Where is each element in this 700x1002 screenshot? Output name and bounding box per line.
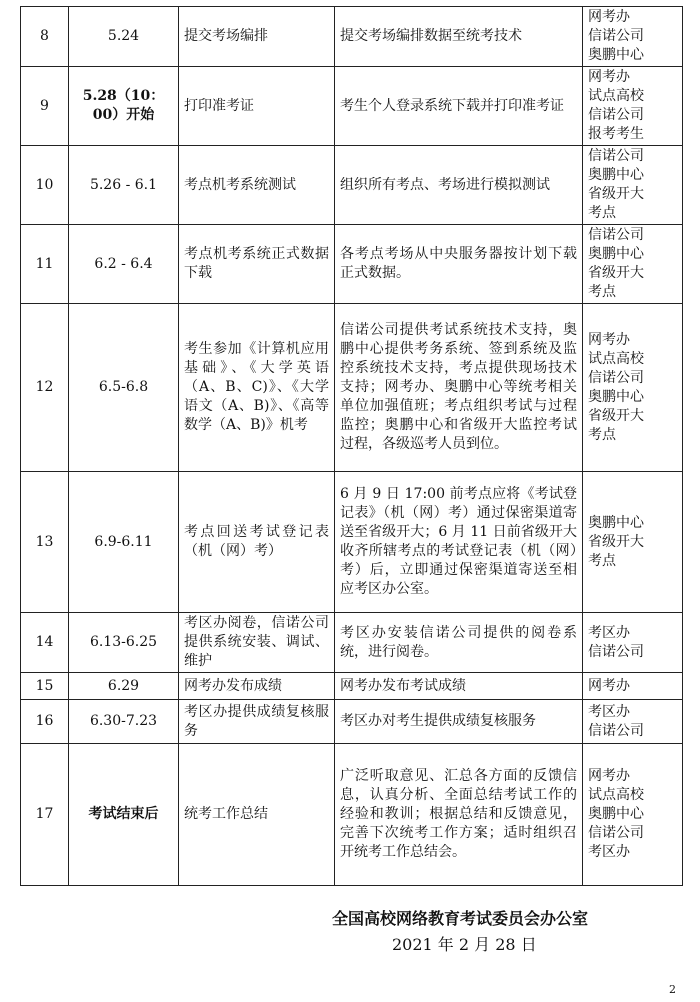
table-row: [21, 225, 683, 304]
row-task: 打印准考证: [179, 67, 335, 146]
row-description: 信诺公司提供考试系统技术支持，奥鹏中心提供考务系统、签到系统及监控系统技术支持，考点提供现场技术支持；网考办、奥鹏中心等统考相关单位加强值班；考点组织考试与过程监控；奥鹏中心和省级开大监控考试过程，各级巡考人员到位。: [335, 304, 583, 472]
table-row: [21, 700, 683, 744]
row-responsible: [583, 146, 683, 225]
row-date: 5.24: [69, 7, 179, 67]
responsible-unit: 考区办: [588, 844, 630, 860]
row-task: 考点机考系统测试: [179, 146, 335, 225]
row-task: 考区办阅卷，信诺公司提供系统安装、调试、维护: [179, 613, 335, 673]
issuing-organization: 全国高校网络教育考试委员会办公室: [332, 909, 589, 928]
row-responsible: [583, 7, 683, 67]
responsible-unit: 网考办: [588, 768, 630, 784]
row-number: 15: [21, 673, 69, 700]
row-responsible: [583, 700, 683, 744]
table-row: [21, 613, 683, 673]
responsible-unit: 网考办: [588, 331, 630, 348]
row-task: 考点回送考试登记表（机（网）考）: [179, 472, 335, 613]
row-date: 考试结束后: [69, 744, 179, 886]
issue-date: 2021 年 2 月 28 日: [392, 935, 537, 954]
row-date: 6.30-7.23: [69, 700, 179, 744]
responsible-unit: 省级开大: [588, 533, 644, 550]
row-responsible: [583, 67, 683, 146]
row-date: 6.13-6.25: [69, 613, 179, 673]
responsible-unit: 考点: [588, 552, 616, 569]
row-task: 考区办提供成绩复核服务: [179, 700, 335, 744]
responsible-unit: 考点: [588, 284, 616, 300]
responsible-unit: 考点: [588, 205, 616, 221]
row-task: 考点机考系统正式数据下载: [179, 225, 335, 304]
table-row: [21, 7, 683, 67]
table-row: [21, 304, 683, 472]
responsible-unit: 省级开大: [588, 265, 644, 281]
responsible-unit: 信诺公司: [588, 825, 644, 841]
responsible-unit: 奥鹏中心: [588, 388, 644, 405]
row-date: 5.26 - 6.1: [69, 146, 179, 225]
row-responsible: [583, 613, 683, 673]
responsible-unit: 信诺公司: [588, 722, 644, 739]
responsible-unit: 试点高校: [588, 787, 644, 803]
responsible-unit: 省级开大: [588, 407, 644, 424]
table-row: [21, 67, 683, 146]
responsible-unit: 考区办: [588, 624, 630, 641]
row-number: 8: [21, 7, 69, 67]
responsible-unit: 奥鹏中心: [588, 806, 644, 822]
row-task: 提交考场编排: [179, 7, 335, 67]
responsible-unit: 奥鹏中心: [588, 47, 644, 63]
row-description: 6 月 9 日 17:00 前考点应将《考试登记表》（机（网）考）通过保密渠道寄送至省级开大；6 月 11 日前省级开大收齐所辖考点的考试登记表（机（网）考）后，立即通过保密渠道寄送至相应考区办公室。: [335, 472, 583, 613]
row-description: 广泛听取意见、汇总各方面的反馈信息，认真分析、全面总结考试工作的经验和教训；根据总结和反馈意见，完善下次统考工作方案；适时组织召开统考工作总结会。: [335, 744, 583, 886]
responsible-unit: 信诺公司: [588, 369, 644, 386]
row-number: 17: [21, 744, 69, 886]
responsible-unit: 考点: [588, 426, 616, 443]
table-row: [21, 744, 683, 886]
responsible-unit: 信诺公司: [588, 28, 644, 44]
row-number: 16: [21, 700, 69, 744]
page-number: 2: [669, 983, 676, 996]
responsible-unit: 试点高校: [588, 350, 644, 367]
row-task: 考生参加《计算机应用基础》、《大学英语（A、B、C)》、《大学语文（A、B)》、《高等数学（A、B)》机考: [179, 304, 335, 472]
row-description: 组织所有考点、考场进行模拟测试: [335, 146, 583, 225]
responsible-unit: 考区办: [588, 703, 630, 720]
responsible-unit: 网考办: [588, 677, 630, 694]
responsible-unit: 省级开大: [588, 186, 644, 202]
row-description: 考区办安装信诺公司提供的阅卷系统，进行阅卷。: [335, 613, 583, 673]
schedule-body: [21, 7, 683, 886]
signature-block: [332, 906, 588, 958]
schedule-table: [20, 6, 683, 886]
row-description: 提交考场编排数据至统考技术: [335, 7, 583, 67]
responsible-unit: 奥鹏中心: [588, 246, 644, 262]
row-date: 6.2 - 6.4: [69, 225, 179, 304]
row-number: 11: [21, 225, 69, 304]
responsible-unit: 信诺公司: [588, 148, 644, 164]
row-description: 网考办发布考试成绩: [335, 673, 583, 700]
row-task: 统考工作总结: [179, 744, 335, 886]
row-number: 14: [21, 613, 69, 673]
responsible-unit: 网考办: [588, 69, 630, 85]
table-row: [21, 472, 683, 613]
row-date: 5.28（10：00）开始: [69, 67, 179, 146]
responsible-unit: 信诺公司: [588, 643, 644, 660]
responsible-unit: 报考考生: [588, 126, 644, 142]
responsible-unit: 网考办: [588, 9, 630, 25]
row-responsible: [583, 225, 683, 304]
responsible-unit: 信诺公司: [588, 107, 644, 123]
row-description: 考区办对考生提供成绩复核服务: [335, 700, 583, 744]
table-row: [21, 146, 683, 225]
row-date: 6.29: [69, 673, 179, 700]
row-responsible: [583, 472, 683, 613]
row-number: 12: [21, 304, 69, 472]
row-number: 10: [21, 146, 69, 225]
row-responsible: [583, 673, 683, 700]
row-responsible: [583, 744, 683, 886]
responsible-unit: 试点高校: [588, 88, 644, 104]
row-responsible: [583, 304, 683, 472]
row-task: 网考办发布成绩: [179, 673, 335, 700]
row-number: 13: [21, 472, 69, 613]
responsible-unit: 信诺公司: [588, 227, 644, 243]
row-date: 6.5-6.8: [69, 304, 179, 472]
row-date: 6.9-6.11: [69, 472, 179, 613]
row-description: 各考点考场从中央服务器按计划下载正式数据。: [335, 225, 583, 304]
responsible-unit: 奥鹏中心: [588, 167, 644, 183]
table-row: [21, 673, 683, 700]
row-number: 9: [21, 67, 69, 146]
responsible-unit: 奥鹏中心: [588, 514, 644, 531]
row-description: 考生个人登录系统下载并打印准考证: [335, 67, 583, 146]
